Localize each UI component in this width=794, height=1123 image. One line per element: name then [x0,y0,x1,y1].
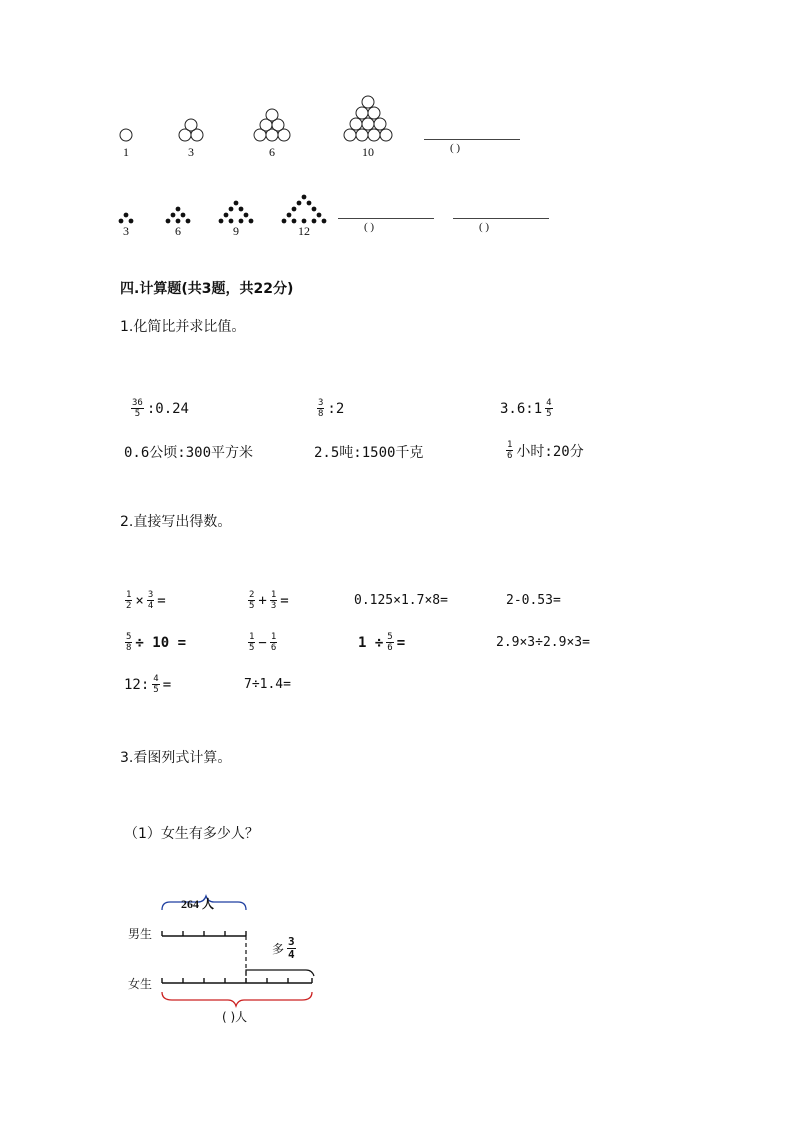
more-brace [246,970,314,976]
bottom-brace-label: ( )人 [222,1010,248,1024]
bottom-brace [162,992,312,1006]
ratio-item: $\frac{3}{8}$ :2 [318,398,345,419]
calc-expression: 1 ÷ $\frac{5}{6}$ = [358,632,406,653]
question-title: 2.直接写出得数。 [120,514,232,530]
ratio-item: 3.6:1 $\frac{4}{5}$ [500,398,552,419]
pattern-label: 3 [123,224,129,238]
calc-expression: 0.125×1.7×8= [354,593,448,608]
pattern-label: 1 [123,145,129,159]
answer-paren: ( ) [479,221,490,233]
dot-triangle-patterns [0,190,560,230]
calc-expression: 2.9×3÷2.9×3= [496,635,590,650]
calc-expression: $\frac{5}{8}$ ÷ 10 = [126,632,186,653]
calc-expression: $\frac{2}{5}$ + $\frac{1}{3}$ = [249,590,289,611]
fraction: $\frac{1}{6}$ [507,440,513,461]
girls-label: 女生 [128,977,153,991]
boys-bar [162,931,246,936]
answer-paren: ( ) [450,142,461,154]
question-title: 1.化简比并求比值。 [120,319,246,335]
ratio-item: $\frac{1}{6}$ 小时:20分 [507,440,584,461]
boys-label: 男生 [128,927,153,941]
pattern-label: 12 [298,224,310,238]
ratio-item: $\frac{36}{5}$ :0.24 [132,398,189,419]
calc-expression: 7÷1.4= [244,677,291,692]
fraction: $\frac{4}{5}$ [546,398,552,419]
calc-expression: 2-0.53= [506,593,561,608]
answer-blank-line[interactable] [424,139,520,140]
pattern-label: 10 [362,145,374,159]
pattern-label: 6 [269,145,275,159]
pattern-label: 9 [233,224,239,238]
question-title: 3.看图列式计算。 [120,750,232,766]
calc-expression: 12: $\frac{4}{5}$ = [124,674,172,695]
fraction: $\frac{3}{8}$ [318,398,324,419]
sub-question: （1）女生有多少人？ [124,826,259,842]
fraction: $\frac{36}{5}$ [132,398,143,419]
answer-paren: ( ) [364,221,375,233]
ratio-item: 0.6公顷:300平方米 [124,445,254,461]
answer-blank-line[interactable] [338,218,434,219]
circle-mark [120,129,132,141]
answer-blank-line[interactable] [453,218,549,219]
more-label: 多 $\frac{3}{4}$ [272,935,295,961]
top-brace-label: 264 人 [181,897,215,911]
girls-bar [162,978,312,983]
ratio-item: 2.5吨:1500千克 [314,445,424,461]
pattern-label: 6 [175,224,181,238]
calc-expression: $\frac{1}{2}$ × $\frac{3}{4}$ = [126,590,166,611]
circle-triangle-patterns [0,90,560,150]
pattern-label: 3 [188,145,194,159]
calc-expression: $\frac{1}{5}$ − $\frac{1}{6}$ [249,632,277,653]
section-heading: 四.计算题(共3题，共22分) [120,281,294,297]
